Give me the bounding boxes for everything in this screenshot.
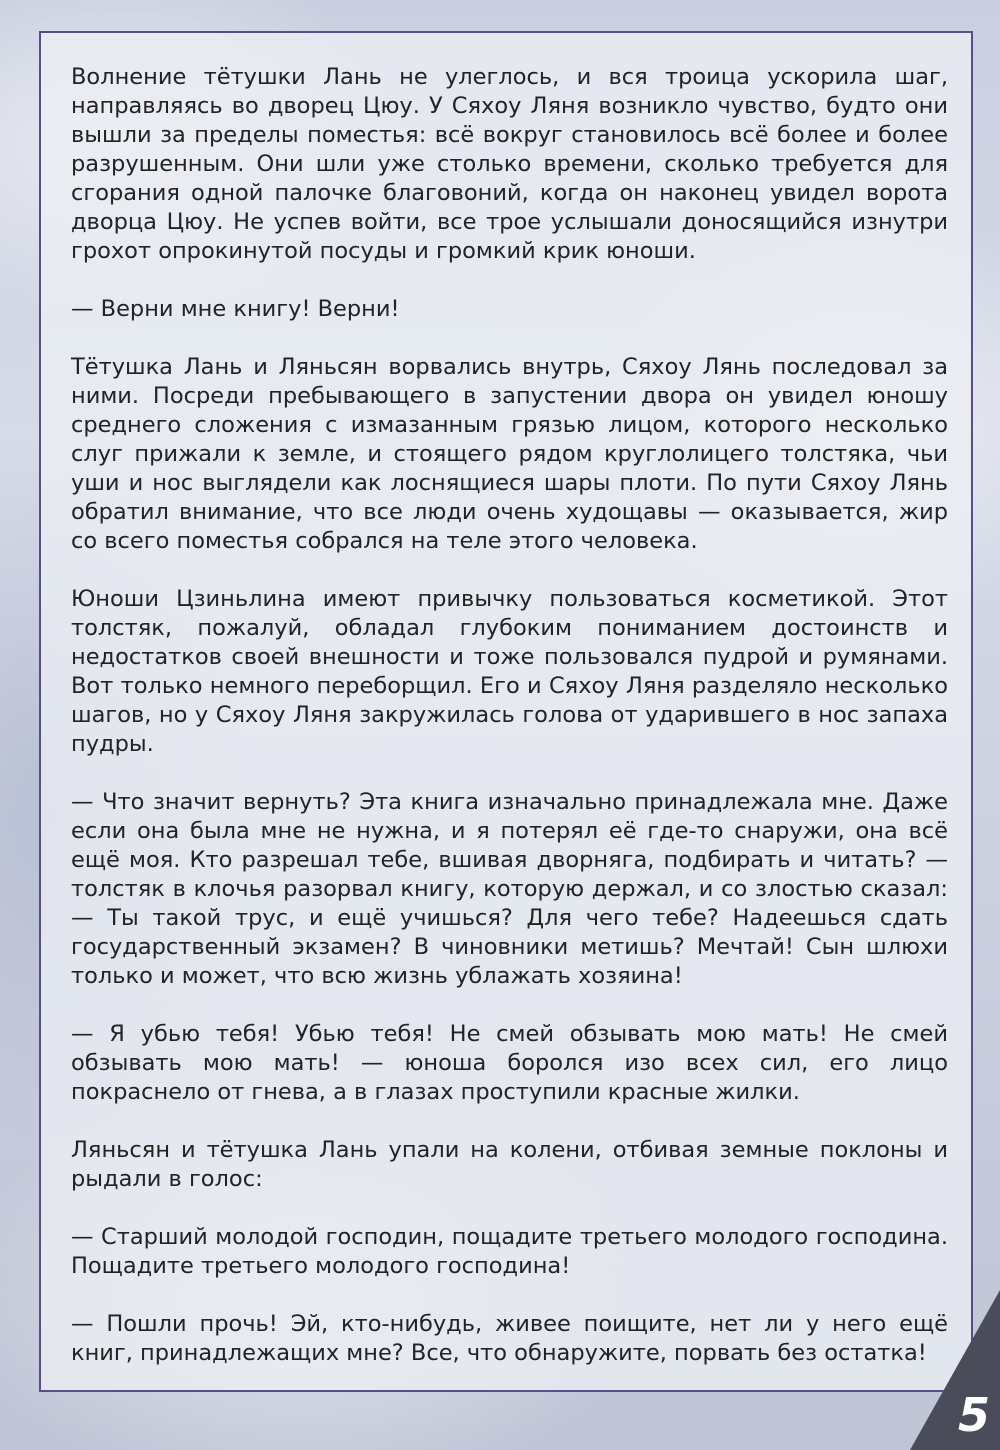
text-panel xyxy=(39,31,973,1392)
page-text xyxy=(71,63,948,1397)
paragraph: — Верни мне книгу! Верни! xyxy=(71,296,400,322)
paragraph: Тётушка Лань и Ляньсян ворвались внутрь, Сяхоу Лянь последовал за ними. Посреди пребывающего в запустении двора он увидел юношу среднего сложения с измазанным грязью лицом, которого несколько слуг прижали к земле, и стоящего рядом круглолицего толстяка, чьи уши и нос выглядели как лоснящиеся шары плоти. По пути Сяхоу Лянь обратил внимание, что все люди очень худощавы — оказывается, жир со всего поместья собрался на теле этого человека. xyxy=(71,354,948,554)
paragraph: — Пошли прочь! Эй, кто-нибудь, живее поищите, нет ли у него ещё книг, принадлежащих мне? Все, что обнаружите, порвать без остатка! xyxy=(71,1311,948,1366)
paragraph: Юноши Цзиньлина имеют привычку пользоваться косметикой. Этот толстяк, пожалуй, обладал глубоким пониманием достоинств и недостатков своей внешности и тоже пользовался пудрой и румянами. Вот только немного переборщил. Его и Сяхоу Ляня разделяло несколько шагов, но у Сяхоу Ляня закружилась голова от ударившего в нос запаха пудры. xyxy=(71,586,948,757)
paragraph: — Я убью тебя! Убью тебя! Не смей обзывать мою мать! Не смей обзывать мою мать! — юноша боролся изо всех сил, его лицо покраснело от гнева, а в глазах проступили красные жилки. xyxy=(71,1021,948,1105)
paragraph: — Что значит вернуть? Эта книга изначально принадлежала мне. Даже если она была мне не нужна, и я потерял её где-то снаружи, она всё ещё моя. Кто разрешал тебе, вшивая дворняга, подбирать и читать? — толстяк в клочья разорвал книгу, которую держал, и со злостью сказал: — Ты такой трус, и ещё учишься? Для чего тебе? Надеешься сдать государственный экзамен? В чиновники метишь? Мечтай! Сын шлюхи только и может, что всю жизнь ублажать хозяина! xyxy=(71,789,948,989)
paragraph: Волнение тётушки Лань не улеглось, и вся троица ускорила шаг, направляясь во дворец Цюу. У Сяхоу Ляня возникло чувство, будто они вышли за пределы поместья: всё вокруг становилось всё более и более разрушенным. Они шли уже столько времени, сколько требуется для сгорания одной палочке благовоний, когда он наконец увидел ворота дворца Цюу. Не успев войти, все трое услышали доносящийся изнутри грохот опрокинутой посуды и громкий крик юноши. xyxy=(71,64,948,264)
paragraph: — Старший молодой господин, пощадите третьего молодого господина. Пощадите третьего молодого господина! xyxy=(71,1224,948,1279)
page-number: 5 xyxy=(957,1388,990,1442)
paragraph: Ляньсян и тётушка Лань упали на колени, отбивая земные поклоны и рыдали в голос: xyxy=(71,1137,948,1192)
